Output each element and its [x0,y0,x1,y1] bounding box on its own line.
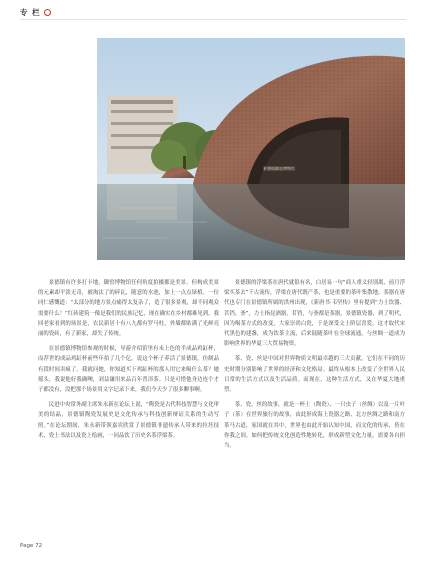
section-header [20,7,51,18]
paragraph: 景德镇有许多打卡地，御窑博物馆任何角度拍摄都是美景。但构成美景的元素却平淡无奇，被淘汰了的碎瓦，随意的水池，加上一点点绿植。一位同仁感慨道：“太部分的地方景点痛得太复杂了，造了很多景观，却不同观众需要什么！”红砖建筑一像是我们的民族记忆，现在确实在乡村都难见到。我回老家看到的场景是，农民新居十有八九都有罗马柱，外墙都贴满了光鲜亮丽的瓷砖，有了新家，却失了传统。 [38,280,219,338]
paragraph: 茶、瓷、丝是中国对世界物质文明最卓越的三大贡献。它们在不同的历史时期分别影响了世界的经济和文化格局。最终从根本上改变了全世界人民日常的生活方式以及生活品质。而现在，这种生活方式，又在华夏大地重塑。 [224,356,405,394]
paragraph: 民进中央常务副主席朱永新在论坛上说，“陶瓷是古代科技智慧与文化审美的结晶，景德镇陶瓷发展史是文化传承与科技创新辩证关系的生动写照。”在论坛期间，朱永新带领嘉宾欣赏了景德镇非遗传承人带来的拉坯技术，瓷上书法以及瓷上绘画，一同品饮了历史名茶浮梁茶。 [38,402,219,439]
museum-photo [97,38,405,260]
right-column [224,278,405,456]
paragraph: 茶、瓷、丝的故事，就是一杯土（陶瓷）、一只虫子（丝绸）以及一片叶子（茶）在世界旅行的故事，由此形成海上瓷器之路、北方丝绸之路和南方茶马古道，家国就在其中，世界也由此开始认知中国，而文化的传承，皆在你我之间。如何把传统文化创造性地转化，形成新型文化力量，需要各自担当。 [224,402,405,450]
section-title: 专 栏 [20,8,41,17]
header-divider [20,19,406,20]
left-column [38,278,219,446]
museum-sign: 景德镇御窑博物馆 [263,166,295,171]
page-number: Page 72 [20,543,43,549]
paragraph: 在景德镇博物馆参观的时候，导游介绍馆里有未上色的半成品鸡缸杯，而荐世的成品鸡缸杯前些年拍了几个亿。说这个杯子养活了景德镇，仿制品有段时间卖疯了。我就问她，你知道买下鸡缸杯的那人用它来喝什么茶？她摇头。我说他好我确噢，刘益谦用来品百年普洱茶。只是可惜他身边连个才子都没有，没把那个场景用文字记录下来，我们今天少了很多聊事啊。 [38,346,219,394]
circle-icon [44,9,51,16]
paragraph: 景德镇的浮梁茶在唐代就很有名，白居易一句“商人重义轻别离，前月浮梁买茶去”千古流传，浮梁在唐代既产茶，也是重要的茶叶集散地。茶器在唐代也专门在景德镇所属的洪州出现，《新唐书·韦坚传》里有提到“力士饮器、茗铛、釜”，力士指昆酒器，茗铛，与釜都是茶器，景德镇瓷器，到了明代，因为喝茶方式的改变，大家崇尚白瓷，于是深受文士阶层喜爱，这才取代宋代黑色的建盏，成为饮茶主流，后来陆随茶叶在全球流通，与丝绸一道成为影响世界的华夏三大贸易物资。 [224,280,405,348]
